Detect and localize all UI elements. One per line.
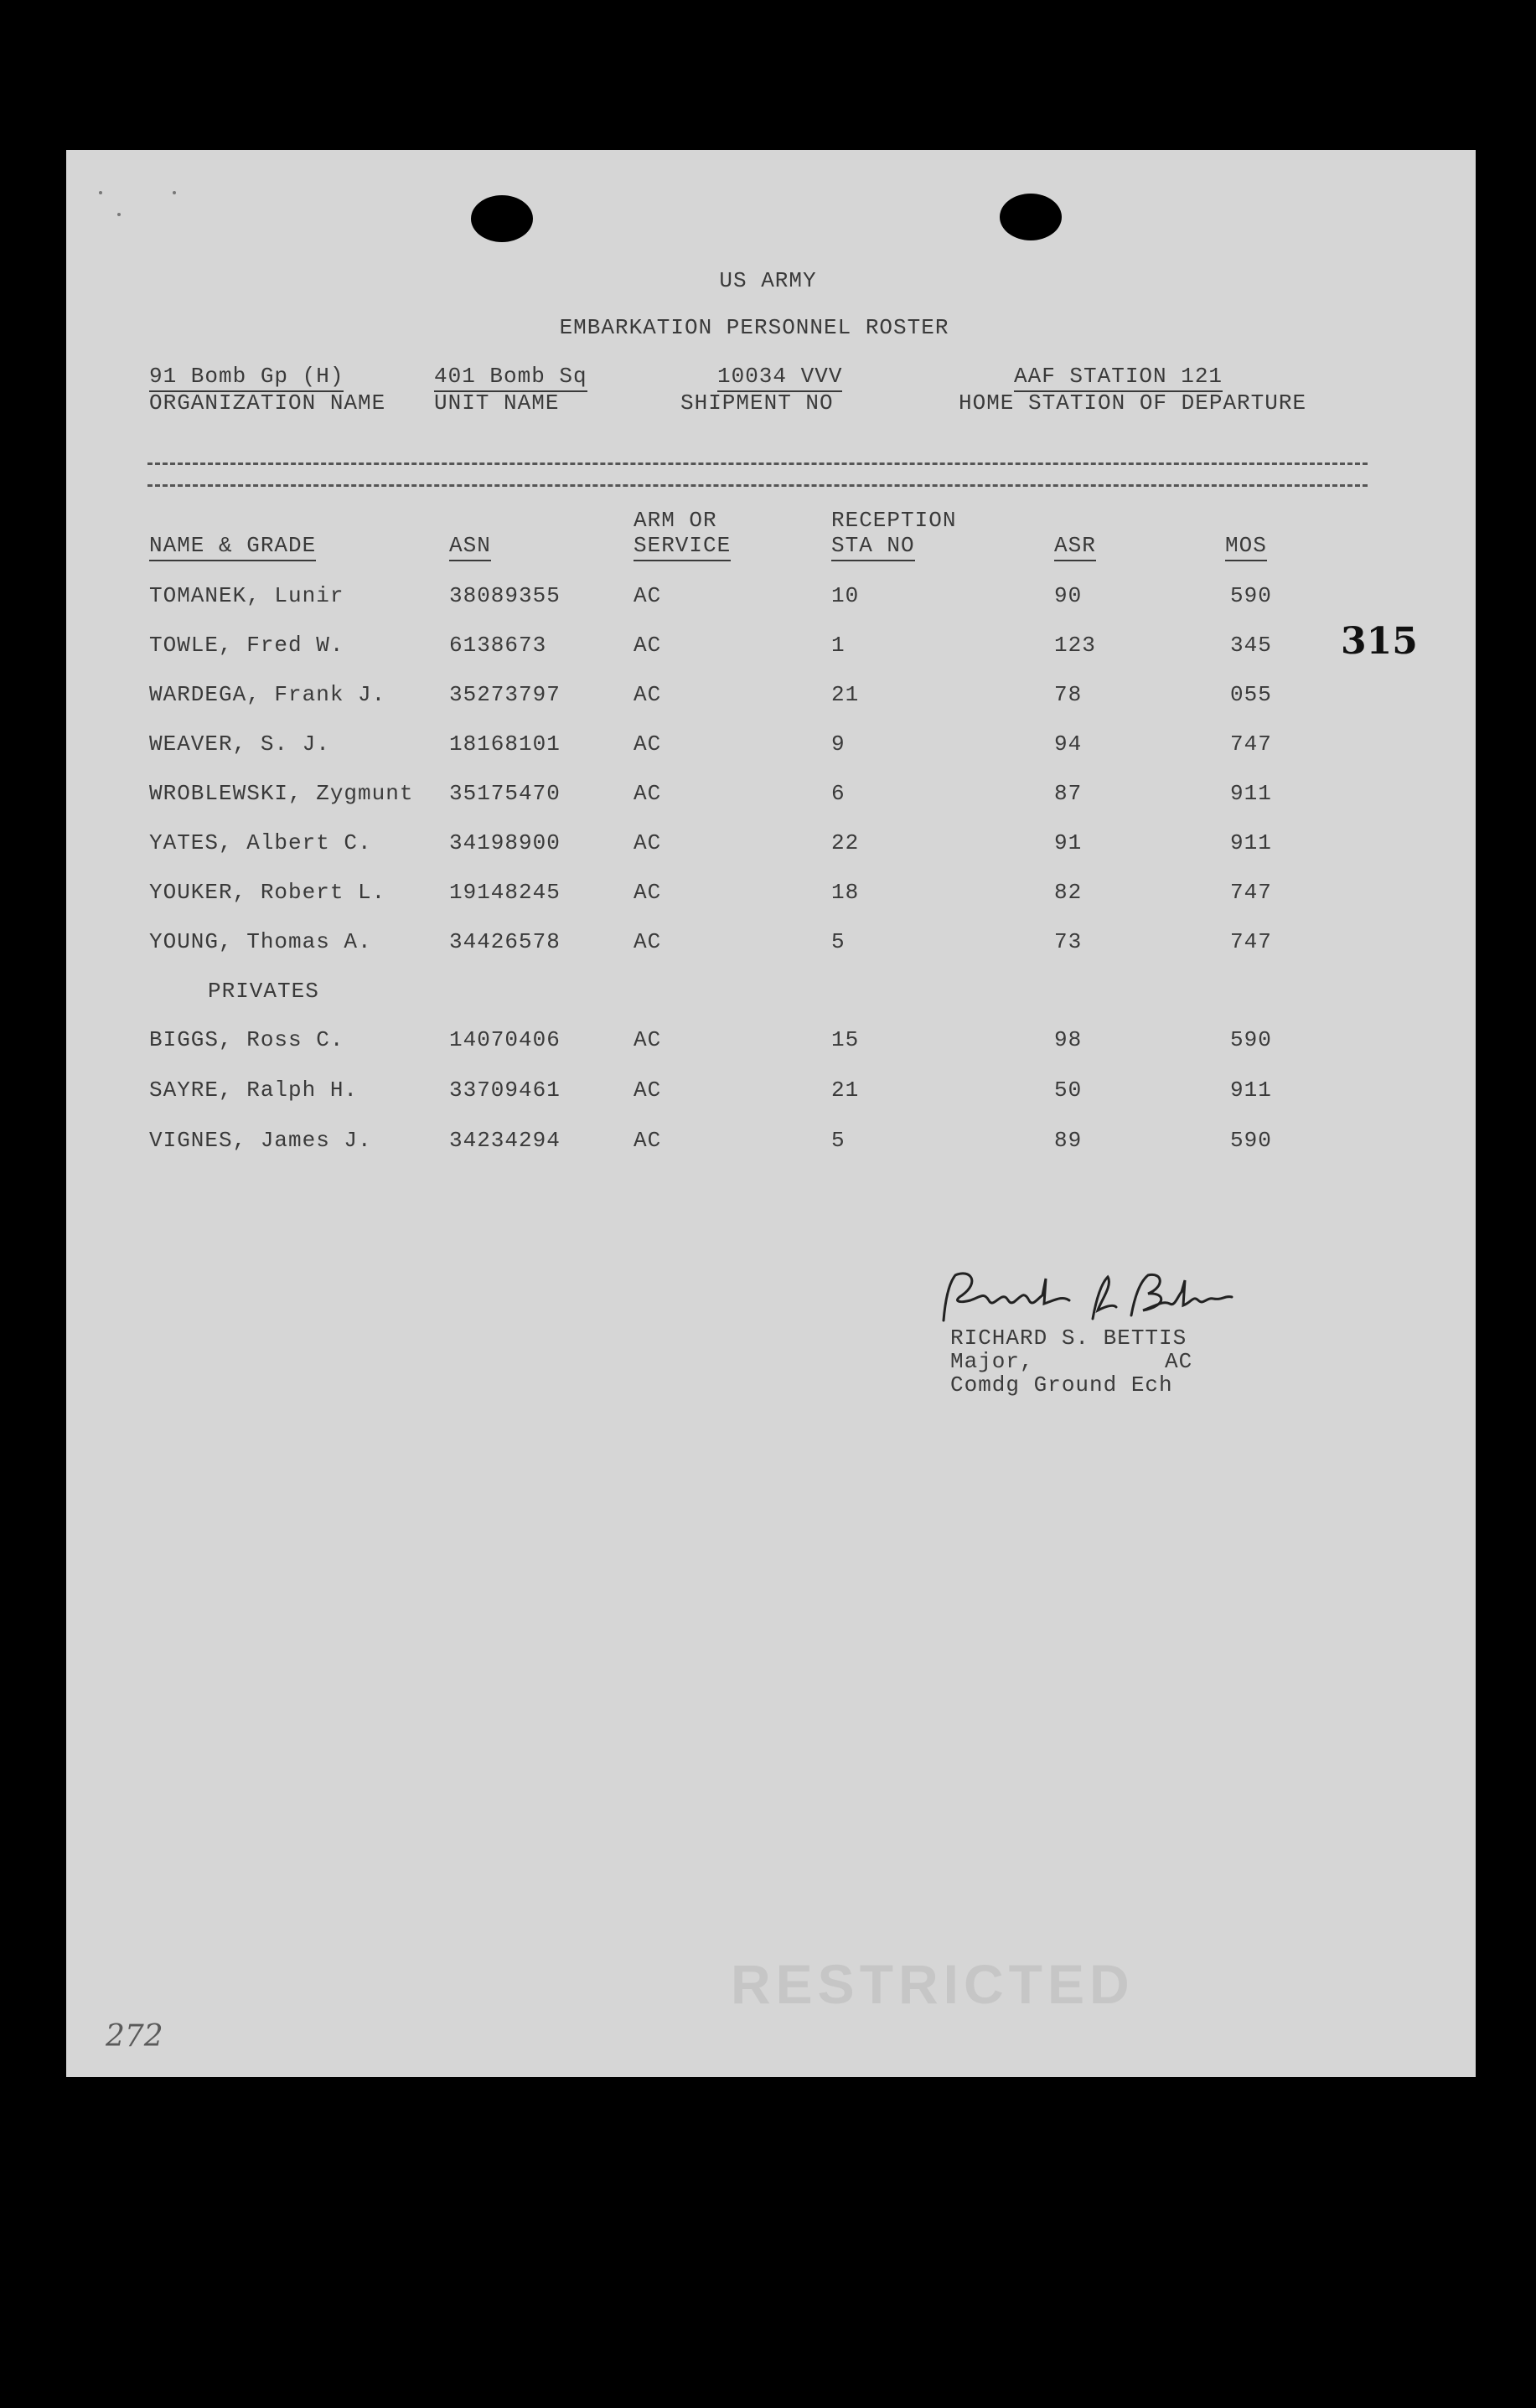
arm-service: AC	[634, 880, 662, 905]
reception-sta: 6	[831, 781, 846, 806]
col-header-asr: ASR	[1054, 533, 1096, 561]
asr: 50	[1054, 1077, 1083, 1103]
arm-service: AC	[634, 1027, 662, 1052]
shipment-value: 10034 VVV	[717, 364, 842, 392]
mos: 747	[1230, 880, 1272, 905]
name-grade: WROBLEWSKI, Zygmunt	[149, 781, 414, 806]
name-grade: YOUKER, Robert L.	[149, 880, 386, 905]
col-header-mos: MOS	[1225, 533, 1267, 561]
reception-sta: 18	[831, 880, 860, 905]
arm-service: AC	[634, 583, 662, 608]
arm-service: AC	[634, 781, 662, 806]
arm-service: AC	[634, 1077, 662, 1103]
name-grade: TOWLE, Fred W.	[149, 633, 344, 658]
asn: 18168101	[449, 731, 561, 757]
arm-service: AC	[634, 929, 662, 954]
roster-page	[66, 150, 1476, 2077]
name-grade: TOMANEK, Lunir	[149, 583, 344, 608]
mos: 345	[1230, 633, 1272, 658]
signatory-name: RICHARD S. BETTIS	[950, 1325, 1187, 1351]
name-grade: WARDEGA, Frank J.	[149, 682, 386, 707]
col-header-arm-1: ARM OR	[634, 508, 717, 533]
asr: 94	[1054, 731, 1083, 757]
speck	[173, 191, 176, 194]
asn: 34198900	[449, 830, 561, 855]
reception-sta: 1	[831, 633, 846, 658]
signatory-branch: AC	[1165, 1349, 1193, 1374]
arm-service: AC	[634, 731, 662, 757]
mos: 911	[1230, 781, 1272, 806]
asn: 6138673	[449, 633, 547, 658]
asr: 90	[1054, 583, 1083, 608]
name-grade: YATES, Albert C.	[149, 830, 372, 855]
asr: 87	[1054, 781, 1083, 806]
asn: 35273797	[449, 682, 561, 707]
document-heading: US ARMY	[719, 268, 817, 293]
asn: 33709461	[449, 1077, 561, 1103]
arm-service: AC	[634, 682, 662, 707]
station-value: AAF STATION 121	[1014, 364, 1223, 392]
mos: 911	[1230, 830, 1272, 855]
asn: 34426578	[449, 929, 561, 954]
mos: 590	[1230, 583, 1272, 608]
signatory-rank: Major,	[950, 1349, 1034, 1374]
col-header-arm-2: SERVICE	[634, 533, 731, 561]
privates-heading: PRIVATES	[208, 979, 319, 1004]
reception-sta: 9	[831, 731, 846, 757]
organization-label: ORGANIZATION NAME	[149, 390, 386, 416]
reception-sta: 22	[831, 830, 860, 855]
restricted-stamp: RESTRICTED	[731, 1953, 1135, 2015]
page-number-stamp: 315	[1341, 620, 1418, 663]
reception-sta: 5	[831, 1128, 846, 1153]
shipment-label: SHIPMENT NO	[680, 390, 834, 416]
mos: 747	[1230, 929, 1272, 954]
asn: 38089355	[449, 583, 561, 608]
asr: 89	[1054, 1128, 1083, 1153]
asr: 123	[1054, 633, 1096, 658]
col-header-reception-2: STA NO	[831, 533, 915, 561]
reception-sta: 21	[831, 1077, 860, 1103]
asr: 82	[1054, 880, 1083, 905]
asr: 73	[1054, 929, 1083, 954]
arm-service: AC	[634, 1128, 662, 1153]
mos: 590	[1230, 1128, 1272, 1153]
arm-service: AC	[634, 633, 662, 658]
divider-line	[147, 484, 1368, 487]
punch-hole-right	[1000, 194, 1062, 240]
unit-value: 401 Bomb Sq	[434, 364, 587, 392]
punch-hole-left	[471, 195, 533, 242]
arm-service: AC	[634, 830, 662, 855]
speck	[99, 191, 102, 194]
col-header-asn: ASN	[449, 533, 491, 561]
mos: 055	[1230, 682, 1272, 707]
organization-value: 91 Bomb Gp (H)	[149, 364, 344, 392]
name-grade: VIGNES, James J.	[149, 1128, 372, 1153]
unit-label: UNIT NAME	[434, 390, 560, 416]
asn: 34234294	[449, 1128, 561, 1153]
asn: 35175470	[449, 781, 561, 806]
reception-sta: 21	[831, 682, 860, 707]
reception-sta: 5	[831, 929, 846, 954]
name-grade: YOUNG, Thomas A.	[149, 929, 372, 954]
name-grade: BIGGS, Ross C.	[149, 1027, 344, 1052]
asn: 14070406	[449, 1027, 561, 1052]
station-label: HOME STATION OF DEPARTURE	[959, 390, 1307, 416]
reception-sta: 15	[831, 1027, 860, 1052]
name-grade: WEAVER, S. J.	[149, 731, 330, 757]
asr: 98	[1054, 1027, 1083, 1052]
col-header-name: NAME & GRADE	[149, 533, 316, 561]
divider-line	[147, 462, 1368, 465]
signatory-title: Comdg Ground Ech	[950, 1372, 1173, 1398]
name-grade: SAYRE, Ralph H.	[149, 1077, 359, 1103]
col-header-reception-1: RECEPTION	[831, 508, 957, 533]
speck	[117, 213, 121, 216]
pencil-annotation: 272	[106, 2019, 163, 2054]
document-title: EMBARKATION PERSONNEL ROSTER	[559, 315, 949, 340]
mos: 590	[1230, 1027, 1272, 1052]
handwritten-signature	[937, 1267, 1239, 1334]
mos: 747	[1230, 731, 1272, 757]
asr: 91	[1054, 830, 1083, 855]
reception-sta: 10	[831, 583, 860, 608]
mos: 911	[1230, 1077, 1272, 1103]
asr: 78	[1054, 682, 1083, 707]
asn: 19148245	[449, 880, 561, 905]
